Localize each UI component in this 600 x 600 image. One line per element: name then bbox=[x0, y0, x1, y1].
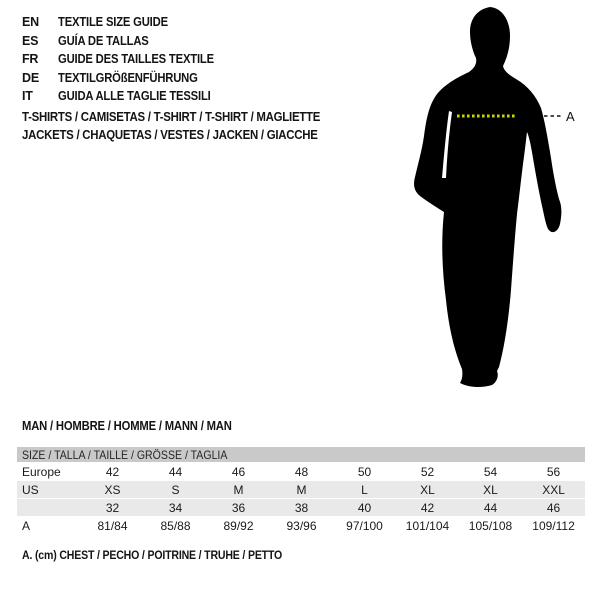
table-row-us bbox=[17, 481, 585, 499]
table-cell: 38 bbox=[270, 499, 333, 517]
table-cell: XS bbox=[81, 481, 144, 499]
language-list bbox=[22, 13, 231, 106]
language-row bbox=[22, 50, 231, 69]
man-silhouette bbox=[414, 7, 561, 387]
table-cell: 56 bbox=[522, 463, 585, 481]
row-label: US bbox=[17, 481, 81, 499]
language-code: FR bbox=[22, 52, 39, 66]
man-figure bbox=[400, 0, 600, 400]
table-cell: 81/84 bbox=[81, 517, 144, 535]
row-label bbox=[17, 499, 81, 517]
category-line-tshirts: T-SHIRTS / CAMISETAS / T-SHIRT / T-SHIRT / MAGLIETTE bbox=[22, 109, 321, 124]
table-cell: 50 bbox=[333, 463, 396, 481]
table-cell: L bbox=[333, 481, 396, 499]
table-cell: M bbox=[270, 481, 333, 499]
garment-categories bbox=[22, 108, 361, 144]
language-label: GUÍA DE TALLAS bbox=[58, 33, 149, 48]
table-cell: 32 bbox=[81, 499, 144, 517]
table-cell: 42 bbox=[396, 499, 459, 517]
category-line-jackets: JACKETS / CHAQUETAS / VESTES / JACKEN / GIACCHE bbox=[22, 127, 318, 142]
language-label: TEXTILGRÖßENFÜHRUNG bbox=[58, 70, 198, 85]
table-cell: 89/92 bbox=[207, 517, 270, 535]
measurement-footnote: A. (cm) CHEST / PECHO / POITRINE / TRUHE / PETTO bbox=[22, 548, 283, 562]
language-code: EN bbox=[22, 15, 39, 29]
language-label: TEXTILE SIZE GUIDE bbox=[58, 15, 168, 29]
table-cell: XL bbox=[459, 481, 522, 499]
table-cell: 97/100 bbox=[333, 517, 396, 535]
table-cell: 93/96 bbox=[270, 517, 333, 535]
table-cell: 54 bbox=[459, 463, 522, 481]
table-cell: 48 bbox=[270, 463, 333, 481]
size-table bbox=[17, 447, 585, 535]
table-cell: 109/112 bbox=[522, 517, 585, 535]
table-cell: 44 bbox=[144, 463, 207, 481]
size-table-header-row bbox=[17, 447, 585, 463]
language-code: ES bbox=[22, 33, 39, 48]
language-label: GUIDE DES TAILLES TEXTILE bbox=[58, 52, 214, 66]
language-row bbox=[22, 32, 231, 51]
table-cell: 105/108 bbox=[459, 517, 522, 535]
table-cell: M bbox=[207, 481, 270, 499]
table-cell: 101/104 bbox=[396, 517, 459, 535]
section-title-man: MAN / HOMBRE / HOMME / MANN / MAN bbox=[22, 419, 232, 433]
language-row bbox=[22, 87, 231, 106]
table-cell: 42 bbox=[81, 463, 144, 481]
table-cell: S bbox=[144, 481, 207, 499]
language-code: DE bbox=[22, 70, 39, 85]
table-row-chest-a bbox=[17, 517, 585, 535]
table-cell: 40 bbox=[333, 499, 396, 517]
table-cell: XL bbox=[396, 481, 459, 499]
language-code: IT bbox=[22, 89, 33, 103]
table-cell: 44 bbox=[459, 499, 522, 517]
row-label: Europe bbox=[17, 463, 81, 481]
language-label: GUIDA ALLE TAGLIE TESSILI bbox=[58, 89, 211, 103]
table-cell: 34 bbox=[144, 499, 207, 517]
row-label: A bbox=[17, 517, 81, 535]
table-cell: 85/88 bbox=[144, 517, 207, 535]
table-cell: 52 bbox=[396, 463, 459, 481]
table-row-uk bbox=[17, 499, 585, 517]
language-row bbox=[22, 69, 231, 88]
table-cell: XXL bbox=[522, 481, 585, 499]
language-row bbox=[22, 13, 231, 32]
measure-label-a: A bbox=[566, 109, 575, 124]
table-row-europe bbox=[17, 463, 585, 481]
table-cell: 36 bbox=[207, 499, 270, 517]
table-cell: 46 bbox=[207, 463, 270, 481]
table-cell: 46 bbox=[522, 499, 585, 517]
size-table-header-cell: SIZE / TALLA / TAILLE / GRÖSSE / TAGLIA bbox=[17, 447, 585, 463]
